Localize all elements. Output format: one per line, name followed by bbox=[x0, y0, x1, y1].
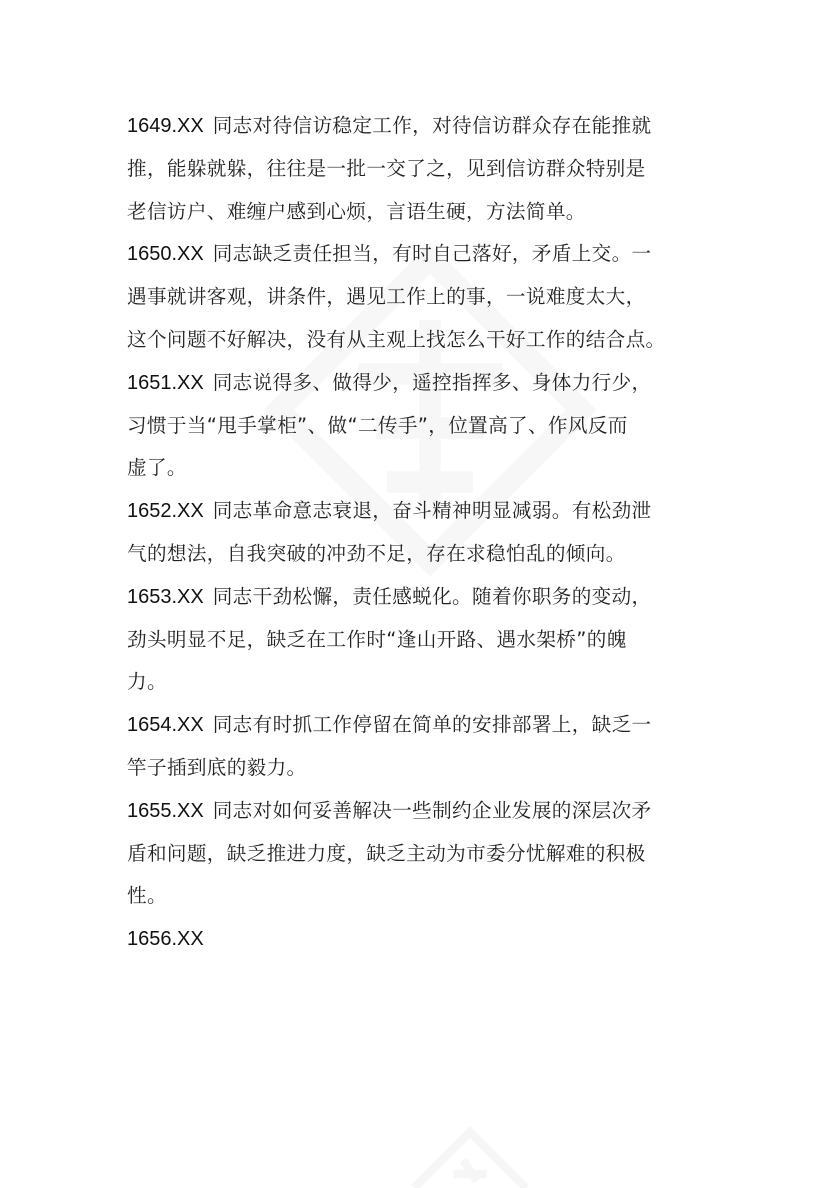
entry-line: 气的想法，自我突破的冲劲不足，存在求稳怕乱的倾向。 bbox=[127, 541, 626, 565]
entry-line: 遇事就讲客观，讲条件，遇见工作上的事，一说难度太大， bbox=[127, 285, 646, 309]
entry-number: 1649.XX bbox=[127, 115, 204, 137]
entry-line bbox=[127, 490, 713, 533]
entry-line: 劲头明显不足，缺乏在工作时“逢山开路、遇水架桥”的魄 bbox=[127, 627, 627, 651]
entry-number: 1652.XX bbox=[127, 500, 204, 523]
entry-text: 同志干劲松懈，责任感蜕化。随着你职务的变动， bbox=[212, 584, 652, 608]
entry-line: 推，能躲就躲，往往是一批一交了之，见到信访群众特别是 bbox=[127, 156, 646, 180]
entry-1654 bbox=[127, 704, 713, 790]
entry-text: 同志说得多、做得少，遥控指挥多、身体力行少， bbox=[212, 370, 652, 394]
entry-1653 bbox=[127, 576, 713, 704]
entry-line bbox=[127, 790, 713, 833]
entry-number: 1656.XX bbox=[127, 928, 204, 951]
entry-line bbox=[127, 362, 713, 405]
entry-line: 习惯于当“甩手掌柜”、做“二传手”，位置高了、作风反而 bbox=[127, 413, 628, 437]
entry-line bbox=[127, 233, 713, 276]
entry-1649 bbox=[127, 105, 713, 233]
watermark-logo-bottom-icon bbox=[400, 1118, 540, 1188]
entry-line bbox=[127, 704, 713, 747]
entry-text: 同志对如何妥善解决一些制约企业发展的深层次矛 bbox=[212, 798, 652, 822]
entry-line: 盾和问题，缺乏推进力度，缺乏主动为市委分忧解难的积极 bbox=[127, 841, 646, 865]
entry-number: 1653.XX bbox=[127, 585, 204, 608]
entry-number: 1654.XX bbox=[127, 714, 204, 737]
entry-line: 竿子插到底的毅力。 bbox=[127, 755, 307, 779]
entry-text: 同志革命意志衰退，奋斗精神明显减弱。有松劲泄 bbox=[212, 499, 652, 523]
entry-1651 bbox=[127, 362, 713, 490]
entry-line: 这个问题不好解决，没有从主观上找怎么干好工作的结合点。 bbox=[127, 327, 666, 351]
entry-line: 性。 bbox=[127, 884, 167, 908]
entry-1655 bbox=[127, 790, 713, 918]
entry-number: 1655.XX bbox=[127, 799, 204, 822]
entry-number: 1651.XX bbox=[127, 371, 204, 394]
entry-1650 bbox=[127, 233, 713, 361]
entry-line bbox=[127, 918, 713, 961]
entry-text: 同志对待信访稳定工作，对待信访群众存在能推就 bbox=[212, 114, 652, 137]
entry-text: 同志缺乏责任担当，有时自己落好，矛盾上交。一 bbox=[212, 242, 652, 266]
document-page bbox=[127, 105, 713, 961]
entry-line: 力。 bbox=[127, 670, 167, 694]
entry-number: 1650.XX bbox=[127, 243, 204, 266]
entry-text: 同志有时抓工作停留在简单的安排部署上，缺乏一 bbox=[212, 713, 652, 737]
entry-1656 bbox=[127, 918, 713, 961]
entry-line bbox=[127, 576, 713, 619]
entry-line: 老信访户、难缠户感到心烦，言语生硬，方法简单。 bbox=[127, 199, 586, 223]
entry-line: 虚了。 bbox=[127, 456, 187, 480]
entry-1652 bbox=[127, 490, 713, 576]
entry-line bbox=[127, 105, 713, 148]
